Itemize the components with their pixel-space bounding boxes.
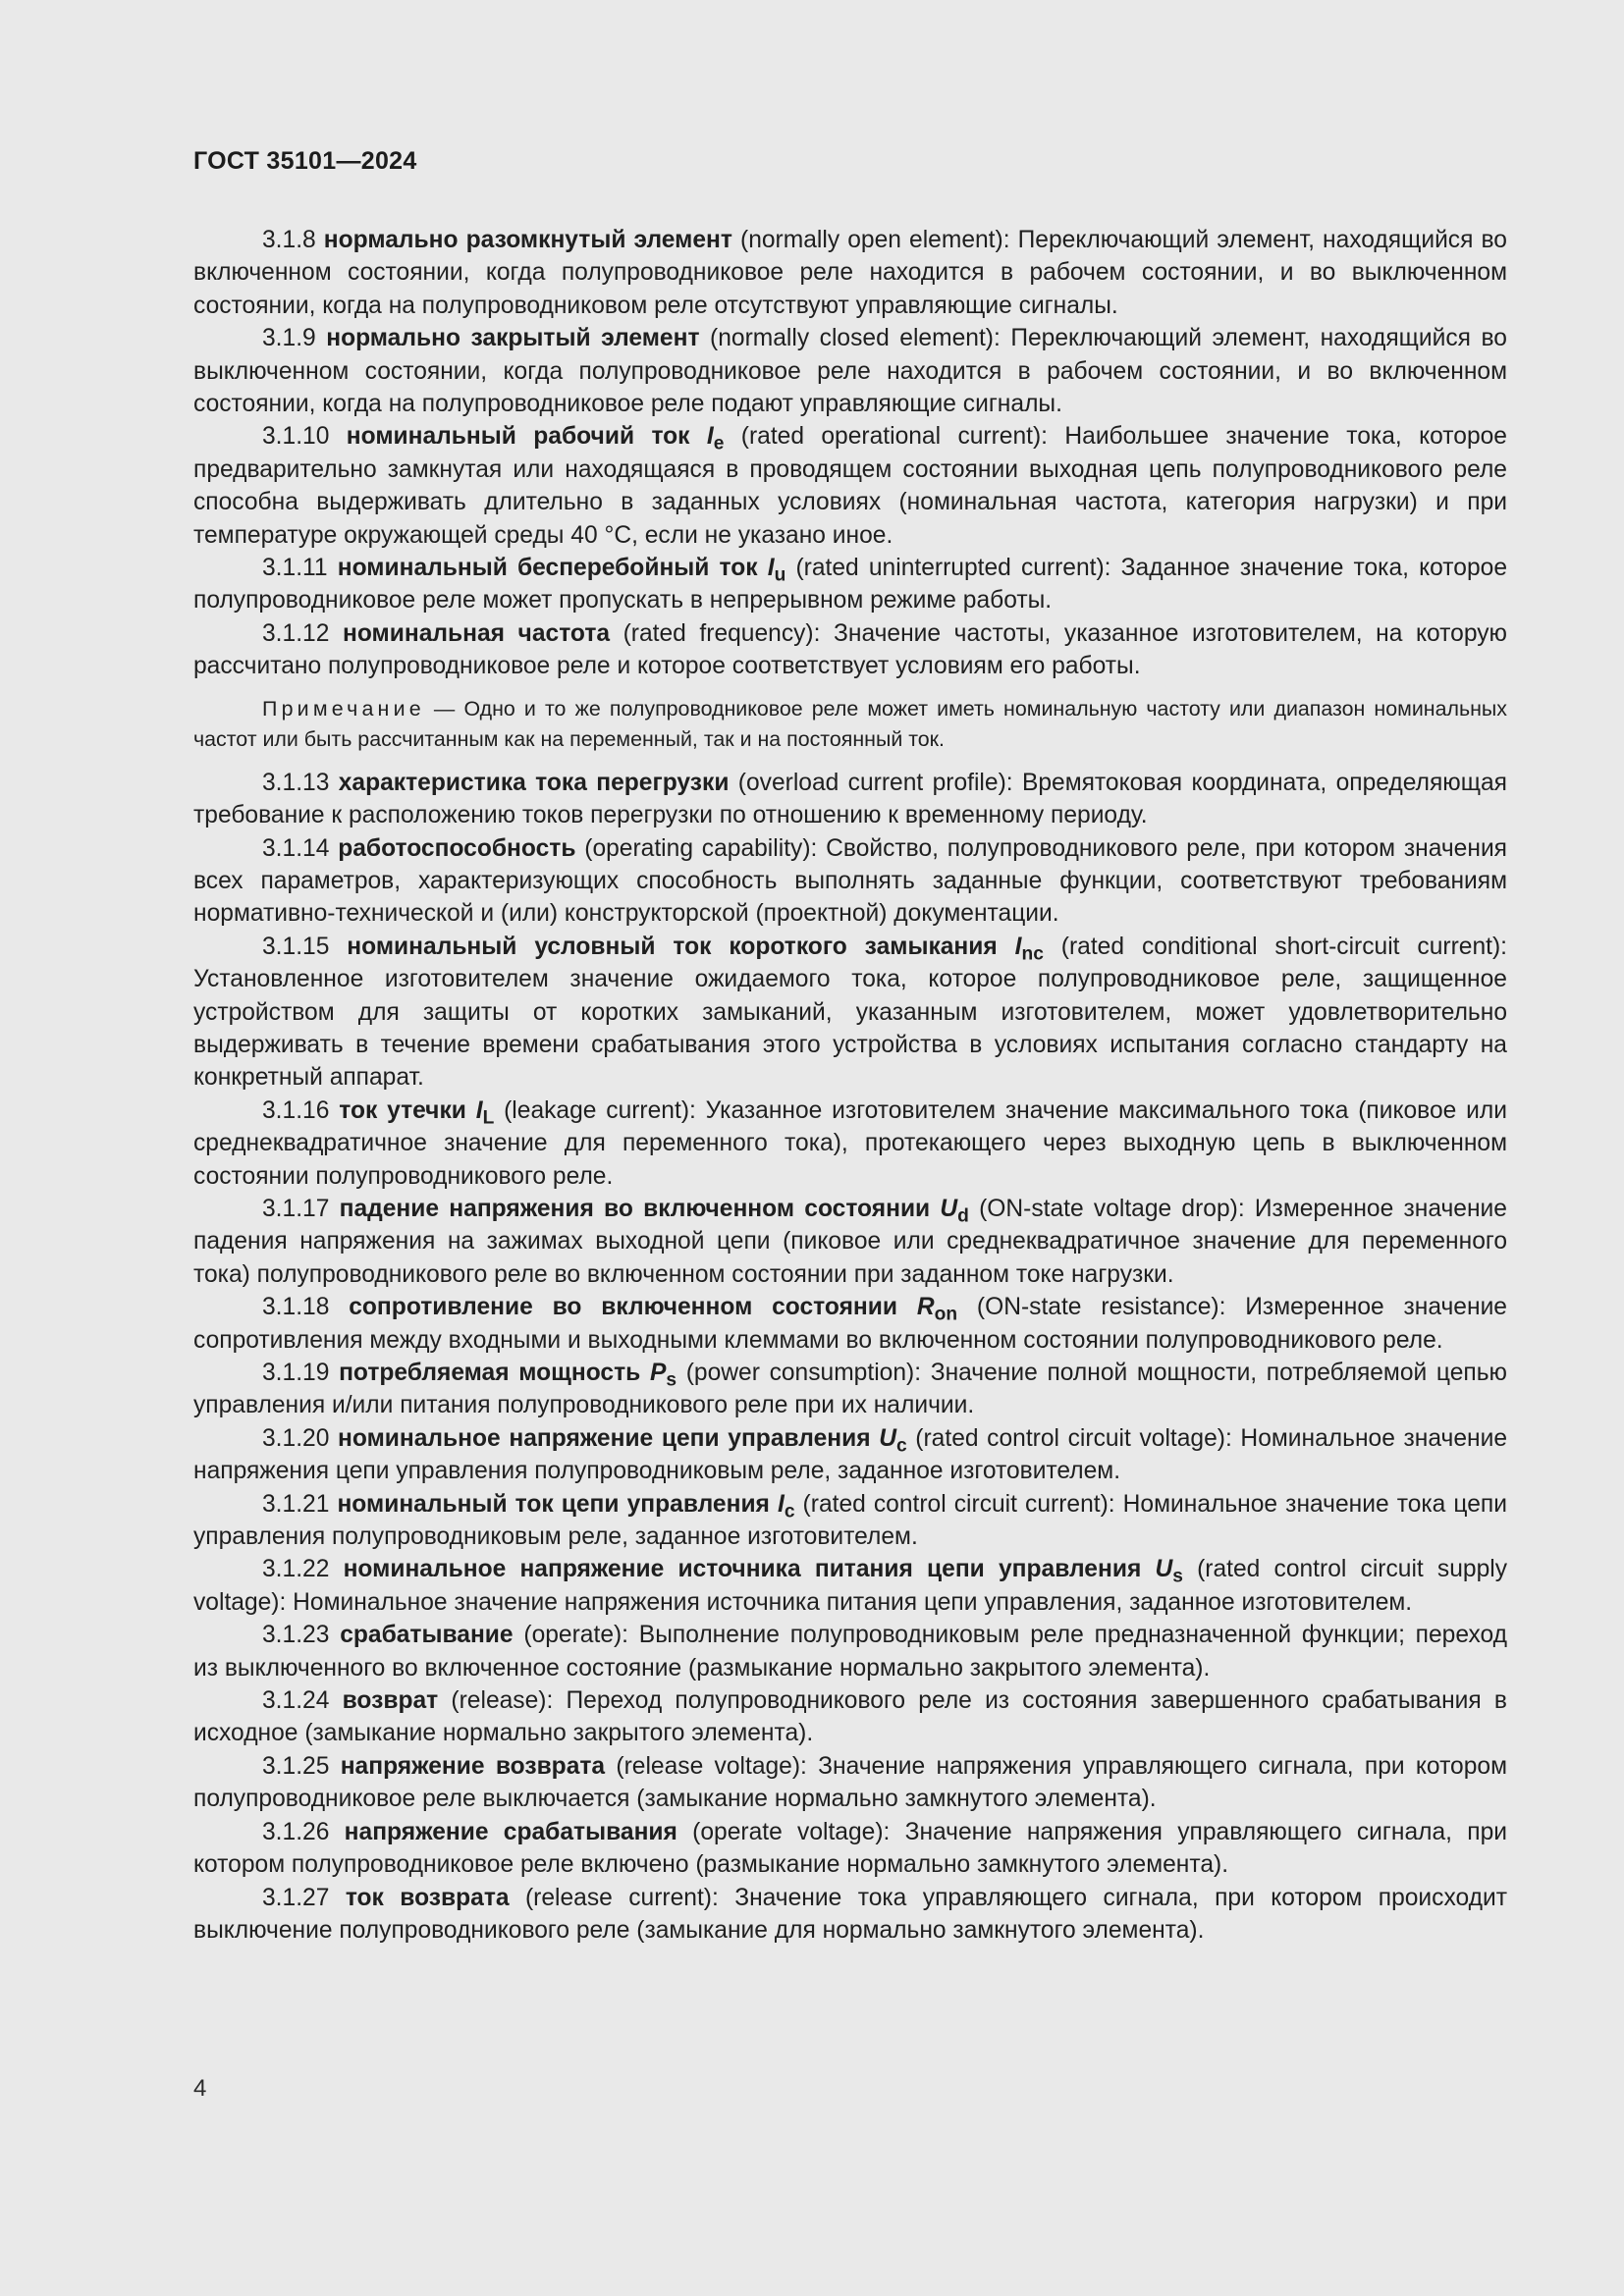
term-entry <box>193 931 1507 1095</box>
term-definition: (rated control circuit supply voltage): Номинальное значение напряжения источника питания цепи управления, заданное изготовителем. <box>193 1556 1508 1616</box>
note <box>193 694 1507 755</box>
term-symbol: $I_c$ <box>777 1490 795 1522</box>
term-number: 3.1.10 <box>262 423 330 451</box>
term-number: 3.1.22 <box>262 1556 330 1583</box>
term-definition: (rated conditional short-circuit current): Установленное изготовителем значение ожидаемого тока, которое полупроводниковое реле, защищенное устройством для защиты от коротких замыканий, указанным изготовителем, может удовлетворительно выдерживать в течение времени срабатывания этого устройства в условиях испытания согласно стандарту на конкретный аппарат. <box>193 933 1507 1092</box>
term-number: 3.1.23 <box>262 1622 330 1649</box>
term-entry <box>193 1553 1507 1619</box>
term-number: 3.1.14 <box>262 834 330 862</box>
term-definition: (leakage current): Указанное изготовителем значение максимального тока (пиковое или среднеквадратичное значение для переменного тока), протекающего через выходную цепь в выключенном состоянии полупроводникового реле. <box>193 1096 1507 1190</box>
term-number: 3.1.12 <box>262 619 330 647</box>
note-dash: — <box>424 696 464 721</box>
term-definition: (release): Переход полупроводникового реле из состояния завершенного срабатывания в исходное (замыкание нормально закрытого элемента). <box>193 1687 1507 1747</box>
term-name: номинальное напряжение источника питания цепи управления <box>343 1556 1142 1583</box>
term-definition: (overload current profile): Времятоковая координата, определяющая требование к расположению токов перегрузки по отношению к временному периоду. <box>193 769 1507 829</box>
term-name: возврат <box>342 1687 439 1715</box>
term-name: напряжение возврата <box>340 1752 606 1780</box>
term-number: 3.1.18 <box>262 1294 330 1321</box>
term-definition: (normally open element): Переключающий элемент, находящийся во включенном состоянии, когда полупроводниковое реле находится в рабочем состоянии, и во выключенном состоянии, когда на полупроводниковом реле отсутствуют управляющие сигналы. <box>193 227 1507 319</box>
term-entry <box>193 552 1507 617</box>
term-symbol: $I_{nc}$ <box>1014 933 1044 965</box>
document-header: ГОСТ 35101—2024 <box>193 147 417 175</box>
note-text: Одно и то же полупроводниковое реле может иметь номинальную частоту или диапазон номинальных частот или быть рассчитанным как на переменный, так и на постоянный ток. <box>193 696 1508 751</box>
term-definition: (normally closed element): Переключающий элемент, находящийся во выключенном состоянии, когда полупроводниковое реле находится в рабочем состоянии, и во включенном состоянии, когда на полупроводниковое реле подают управляющие сигналы. <box>193 325 1507 418</box>
term-entry <box>193 1816 1507 1882</box>
term-name: падение напряжения во включенном состоянии <box>339 1195 931 1222</box>
term-entry <box>193 420 1507 552</box>
term-name: номинальный условный ток короткого замыкания <box>347 933 998 960</box>
term-entry <box>193 1291 1507 1357</box>
term-number: 3.1.17 <box>262 1195 330 1222</box>
term-list-1 <box>193 224 1507 683</box>
term-name: ток возврата <box>345 1884 510 1911</box>
term-name: нормально закрытый элемент <box>326 325 700 352</box>
term-entry <box>193 1750 1507 1816</box>
term-entry <box>193 1882 1507 1948</box>
term-definition: (rated operational current): Наибольшее значение тока, которое предварительно замкнутая или находящаяся в проводящем состоянии выходная цепь полупроводникового реле способна выдерживать длительно в заданных условиях (номинальная частота, категория нагрузки) и при температуре окружающей среды 40 °C, если не указано иное. <box>193 423 1507 549</box>
page-number: 4 <box>193 2075 207 2102</box>
term-definition: (rated control circuit current): Номинальное значение тока цепи управления полупроводниковым реле, заданное изготовителем. <box>193 1490 1507 1551</box>
term-number: 3.1.21 <box>262 1490 330 1518</box>
term-name: ток утечки <box>339 1096 466 1124</box>
term-name: номинальный бесперебойный ток <box>337 555 758 582</box>
term-entry <box>193 767 1507 832</box>
term-name: номинальный рабочий ток <box>346 423 690 451</box>
term-number: 3.1.13 <box>262 769 330 796</box>
term-symbol: $I_L$ <box>475 1096 495 1129</box>
term-number: 3.1.25 <box>262 1752 330 1780</box>
term-name: потребляемая мощность <box>339 1360 641 1386</box>
term-definition: (power consumption): Значение полной мощности, потребляемой цепью управления и/или питания полупроводникового реле при их наличии. <box>193 1360 1507 1419</box>
term-name: срабатывание <box>340 1622 514 1649</box>
term-name: характеристика тока перегрузки <box>338 769 730 796</box>
term-list-2 <box>193 767 1507 1948</box>
term-entry <box>193 322 1507 420</box>
term-symbol: $P_s$ <box>649 1360 677 1391</box>
term-name: работоспособность <box>338 834 576 862</box>
term-entry <box>193 1095 1507 1193</box>
term-entry <box>193 617 1507 683</box>
term-definition: (release current): Значение тока управляющего сигнала, при котором происходит выключение полупроводникового реле (замыкание для нормально замкнутого элемента). <box>193 1884 1507 1944</box>
term-number: 3.1.8 <box>262 227 316 253</box>
term-name: напряжение срабатывания <box>344 1818 677 1845</box>
term-definition: (operating capability): Свойство, полупроводникового реле, при котором значения всех параметров, характеризующих способность выполнять заданные функции, соответствуют требованиям нормативно-технической и (или) конструкторской (проектной) документации. <box>193 834 1507 928</box>
term-definition: (release voltage): Значение напряжения управляющего сигнала, при котором полупроводниковое реле выключается (замыкание нормально замкнутого элемента). <box>193 1752 1507 1813</box>
term-name: номинальное напряжение цепи управления <box>338 1424 871 1452</box>
term-number: 3.1.19 <box>262 1360 330 1386</box>
term-name: нормально разомкнутый элемент <box>323 227 732 253</box>
term-number: 3.1.20 <box>262 1424 330 1452</box>
term-definition: (ON-state voltage drop): Измеренное значение падения напряжения на зажимах выходной цепи (пиковое или среднеквадратичное значение для переменного тока) полупроводникового реле во включенном состоянии при заданном токе нагрузки. <box>193 1195 1507 1288</box>
term-entry <box>193 1422 1507 1488</box>
term-number: 3.1.26 <box>262 1818 330 1845</box>
term-definition: (operate): Выполнение полупроводниковым реле предназначенной функции; переход из выключенного во включенное состояние (размыкание нормально закрытого элемента). <box>193 1622 1507 1682</box>
term-entry <box>193 1357 1507 1422</box>
note-label: Примечание <box>262 696 425 721</box>
term-name: сопротивление во включенном состоянии <box>349 1294 898 1321</box>
term-definition: (rated uninterrupted current): Заданное значение тока, которое полупроводниковое реле может пропускать в непрерывном режиме работы. <box>193 555 1508 614</box>
term-definition: (operate voltage): Значение напряжения управляющего сигнала, при котором полупроводниковое реле включено (размыкание нормально замкнутого элемента). <box>193 1818 1507 1879</box>
term-entry <box>193 224 1507 322</box>
term-name: номинальный ток цепи управления <box>337 1490 770 1518</box>
term-symbol: $I_u$ <box>767 555 786 586</box>
term-definition: (rated frequency): Значение частоты, указанное изготовителем, на которую рассчитано полупроводниковое реле и которое соответствует условиям его работы. <box>193 619 1507 680</box>
term-symbol: $R_{on}$ <box>916 1294 958 1325</box>
term-number: 3.1.16 <box>262 1096 330 1124</box>
term-number: 3.1.27 <box>262 1884 330 1911</box>
term-number: 3.1.24 <box>262 1687 330 1715</box>
term-symbol: $U_c$ <box>879 1424 907 1457</box>
term-entry <box>193 1619 1507 1684</box>
term-name: номинальная частота <box>342 619 611 647</box>
term-entry <box>193 1193 1507 1291</box>
term-number: 3.1.11 <box>262 555 328 582</box>
term-number: 3.1.15 <box>262 933 330 960</box>
term-definition: (rated control circuit voltage): Номинальное значение напряжения цепи управления полупроводниковым реле, заданное изготовителем. <box>193 1424 1507 1485</box>
term-definition: (ON-state resistance): Измеренное значение сопротивления между входными и выходными клеммами во включенном состоянии полупроводникового реле. <box>193 1294 1507 1354</box>
term-symbol: $U_s$ <box>1155 1556 1183 1587</box>
term-symbol: $U_d$ <box>940 1195 969 1227</box>
term-number: 3.1.9 <box>262 325 316 352</box>
term-entry <box>193 832 1507 931</box>
term-symbol: $I_e$ <box>706 423 725 454</box>
term-entry <box>193 1488 1507 1554</box>
term-entry <box>193 1684 1507 1750</box>
document-body <box>193 224 1507 1947</box>
